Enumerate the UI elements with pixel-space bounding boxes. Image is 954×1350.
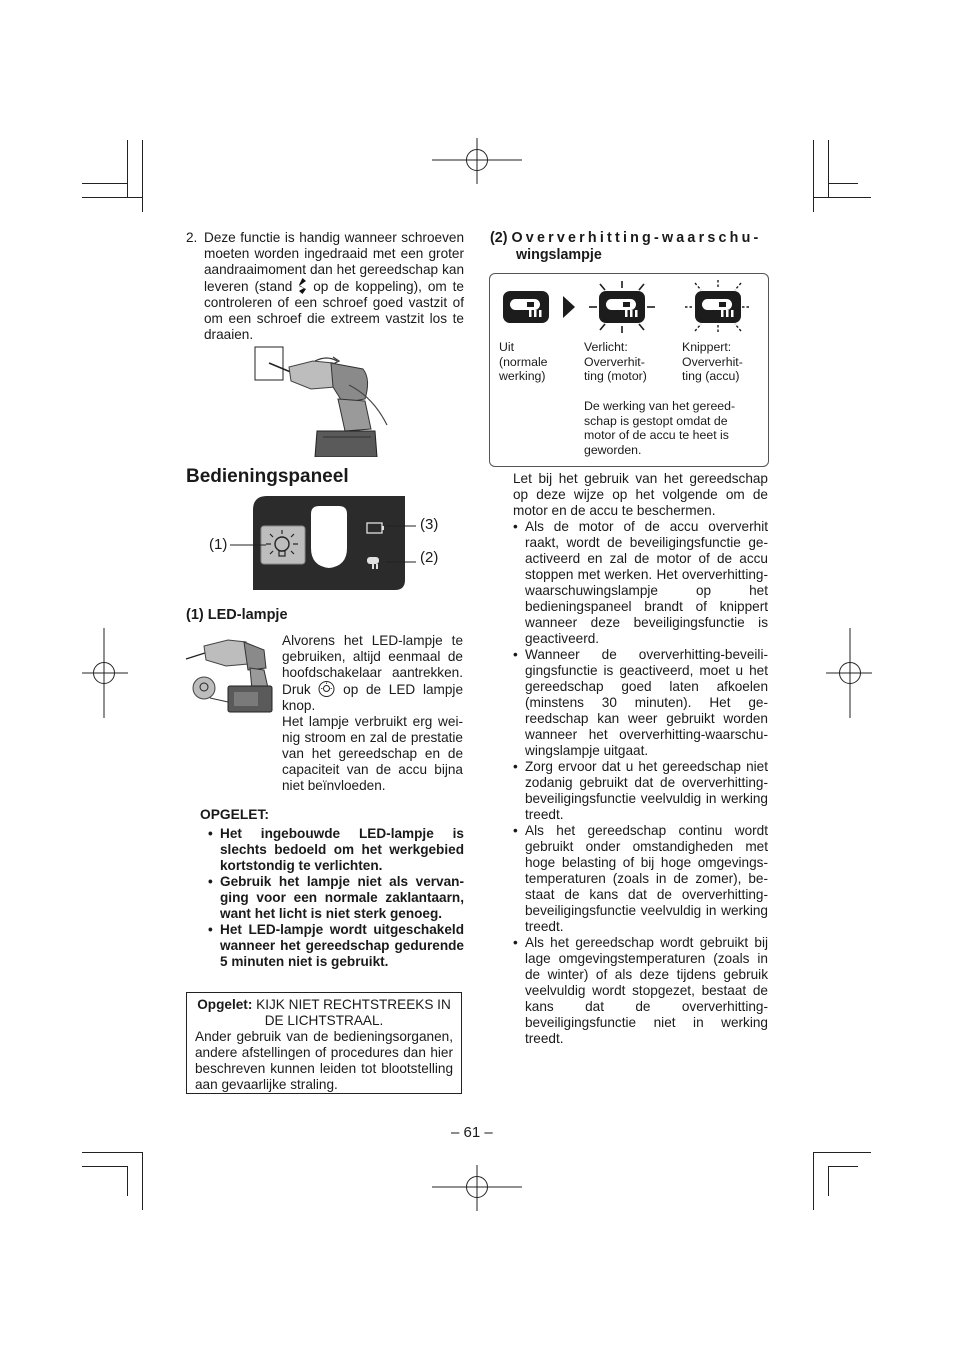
registration-mark-top <box>432 138 522 184</box>
list-item: • Zorg ervoor dat u het gereedschap niet zodanig gebruikt dat de oververhitting-beveiligingsfunctie veelvuldig in werking treedt. <box>513 759 768 823</box>
overheat-intro: Let bij het gebruik van het gereedschap op deze wijze op het volgende om de motor en de accu te beschermen. <box>513 471 768 518</box>
callout-1: (1) <box>209 536 228 553</box>
section-title: Bedieningspaneel <box>186 466 349 487</box>
list-item: • Als de motor of de accu oververhit raakt, wordt de beveiligingsfunctie geactiveerd en zal de motor of de accu stoppen met werken. Het oververhitting-waarschuwingslampje op het bedieningspaneel brandt of knippert wanneer deze beveiligingsfunctie is geactiveerd. <box>513 519 768 647</box>
overheat-heading: (2) Oververhitting-waarschu- wingslampje <box>490 230 762 263</box>
list-item-2 <box>186 230 464 343</box>
callout-lines <box>228 518 418 568</box>
arrow-right-icon <box>563 296 575 318</box>
led-paragraph-1: Alvorens het LED-lampje te gebruiken, altijd eenmaal de hoofdschakelaar aantrekken. Druk op de LED lampje knop. <box>282 633 464 713</box>
warning-label: Opgelet: <box>197 997 253 1012</box>
led-button-icon <box>318 681 335 697</box>
state-off-label: Uit (normale werking) <box>499 340 548 383</box>
overheat-blinking-icon <box>685 280 751 334</box>
state-lit-label: Verlicht: Oververhit- ting (motor) <box>584 340 647 383</box>
list-item: • Als het gereedschap wordt gebruikt bij lage omgevingstemperaturen (zoals in de winter) of als deze tijdens gebruik veelvuldig wordt stopgezet, bestaat de kans dat de oververhitting-beveiligingsfunctie niet in werking treedt. <box>513 935 768 1047</box>
opgelet-list <box>208 826 464 970</box>
overheat-thermometer-icon <box>503 291 549 323</box>
overheat-bullets <box>513 519 768 1047</box>
registration-mark-right <box>826 628 872 718</box>
page-number: – 61 – <box>451 1124 493 1141</box>
opgelet-heading: OPGELET: <box>200 807 269 822</box>
warning-box <box>186 992 462 1094</box>
drill-led-illustration <box>184 632 274 714</box>
list-item: • Gebruik het lampje niet als vervanging voor een normale zaklantaarn, want het licht is niet sterk genoeg. <box>208 874 464 922</box>
list-item: • Als het gereedschap continu wordt gebruikt onder omstandigheden met hoge belasting of bij hoge omgevingstemperaturen (zoals in de zomer), bestaat de kans dat de oververhitting-beveiligingsfunctie veelvuldig in werking treedt. <box>513 823 768 935</box>
list-item: • Wanneer de oververhitting-beveiligingsfunctie is geactiveerd, moet u het gereedschap goed laten afkoelen (minstens 30 minuten). Het gereedschap kan weer gebruikt worden wanneer het oververhitting-waarschuwingslampje uitgaat. <box>513 647 768 759</box>
callout-2: (2) <box>420 549 439 566</box>
warning-line: KIJK NIET RECHTSTREEKS IN DE LICHTSTRAAL. <box>256 997 451 1028</box>
led-paragraph-2: Het lampje verbruikt erg weinig stroom en zal de prestatie van het gereedschap en de capaciteit van de accu bijna niet beïnvloeden. <box>282 714 463 793</box>
warning-header <box>195 997 453 1029</box>
box-note: De werking van het gereedschap is gestopt omdat de motor of de accu te heet is geworden. <box>584 399 736 457</box>
item-text: Deze functie is handig wanneer schroeven moeten worden ingedraaid met een groter aandraaimoment dan het gereedschap kan leveren (stand op de koppeling), om te controleren of een schroef goed vastzit of om een schroef die extreem vastzit los te draaien. <box>204 230 464 342</box>
state-blink-label: Knippert: Oververhit- ting (accu) <box>682 340 743 383</box>
led-text <box>282 633 463 794</box>
warning-body: Ander gebruik van de bedieningsorganen, andere afstellingen of procedures dan hier beschreven kunnen leiden tot blootstelling aan gevaarlijke straling. <box>195 1029 453 1092</box>
list-item: • Het LED-lampje wordt uitgeschakeld wanneer het gereedschap gedurende 5 minuten niet is gebruikt. <box>208 922 464 970</box>
list-item: • Het ingebouwde LED-lampje is slechts bedoeld om het werkgebied kortstondig te verlichten. <box>208 826 464 874</box>
drill-screwdriving-illustration <box>253 345 393 457</box>
registration-mark-bottom <box>432 1165 522 1211</box>
overheat-lit-icon <box>589 280 655 334</box>
registration-mark-left <box>82 628 128 718</box>
led-heading: (1) LED-lampje <box>186 607 288 623</box>
item-number: 2. <box>186 230 198 245</box>
clutch-drill-mode-icon <box>298 278 307 294</box>
callout-3: (3) <box>420 516 439 533</box>
